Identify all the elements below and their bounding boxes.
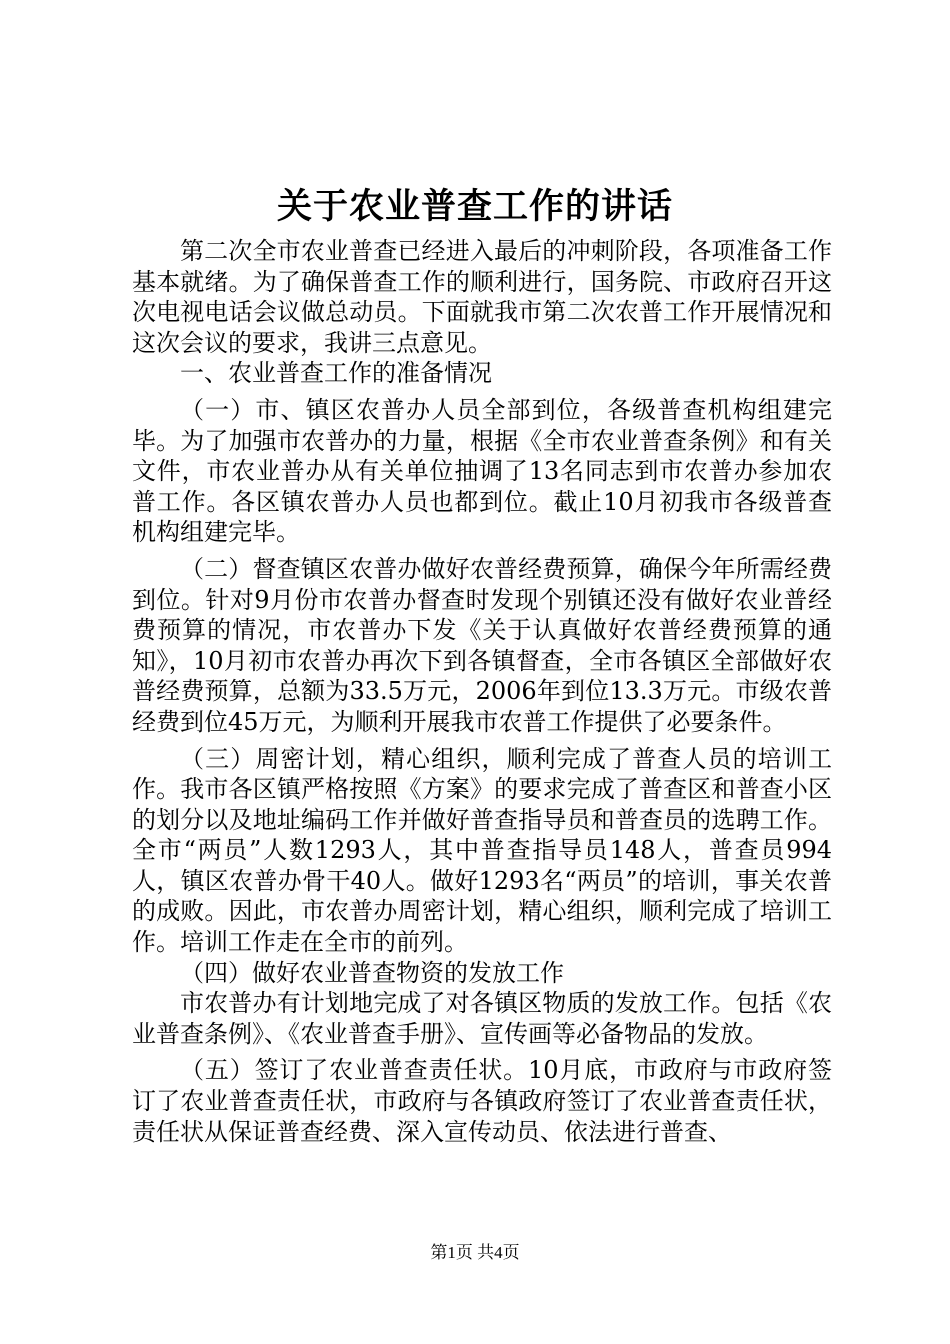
paragraph-item-5: （五）签订了农业普查责任状。10月底，市政府与市政府签订了农业普查责任状，市政府与各镇政府签订了农业普查责任状，责任状从保证普查经费、深入宣传动员、依法进行普查、 [132, 1056, 832, 1146]
paragraph-item-3: （三）周密计划，精心组织，顺利完成了普查人员的培训工作。我市各区镇严格按照《方案》的要求完成了普查区和普查小区的划分以及地址编码工作并做好普查指导员和普查员的选聘工作。全市“两员”人数1293人，其中普查指导员148人，普查员994人，镇区农普办骨干40人。做好1293名“两员”的培训，事关农普的成败。因此，市农普办周密计划，精心组织，顺利完成了培训工作。培训工作走在全市的前列。 [132, 744, 832, 957]
paragraph-item-4-heading: （四）做好农业普查物资的发放工作 [180, 958, 564, 987]
document-body [132, 236, 832, 1147]
paragraph-item-1: （一）市、镇区农普办人员全部到位，各级普查机构组建完毕。为了加强市农普办的力量，根据《全市农业普查条例》和有关文件，市农业普办从有关单位抽调了13名同志到市农普办参加农普工作。各区镇农普办人员也都到位。截止10月初我市各级普查机构组建完毕。 [132, 395, 832, 547]
document-title: 关于农业普查工作的讲话 [276, 186, 673, 227]
page-number-footer: 第1页 共4页 [430, 1243, 520, 1262]
paragraph-item-4-body: 市农普办有计划地完成了对各镇区物质的发放工作。包括《农业普查条例》、《农业普查手册》、宣传画等必备物品的发放。 [132, 989, 832, 1048]
section-heading-preparation: 一、农业普查工作的准备情况 [180, 359, 492, 388]
paragraph-item-2: （二）督查镇区农普办做好农普经费预算，确保今年所需经费到位。针对9月份市农普办督查时发现个别镇还没有做好农业普经费预算的情况，市农普办下发《关于认真做好农普经费预算的通知》，10月初市农普办再次下到各镇督查，全市各镇区全部做好农普经费预算，总额为33.5万元，2006年到位13.3万元。市级农普经费到位45万元，为顺利开展我市农普工作提供了必要条件。 [132, 554, 832, 736]
paragraph-intro: 第二次全市农业普查已经进入最后的冲刺阶段，各项准备工作基本就绪。为了确保普查工作的顺利进行，国务院、市政府召开这次电视电话会议做总动员。下面就我市第二次农普工作开展情况和这次会议的要求，我讲三点意见。 [132, 237, 832, 357]
